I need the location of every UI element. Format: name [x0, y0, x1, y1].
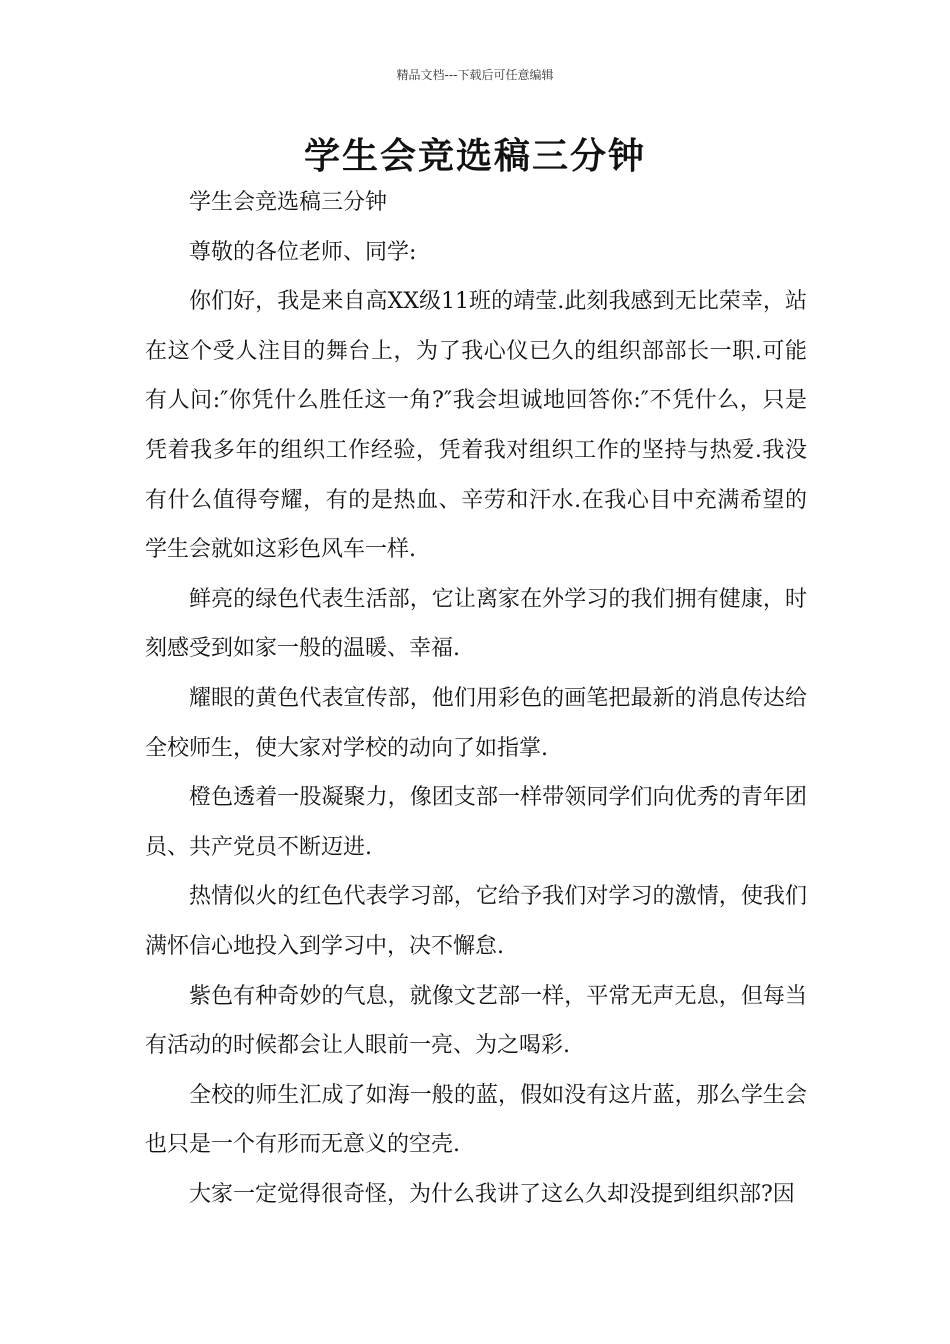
header-note: 精品文档---下载后可任意编辑	[396, 68, 554, 82]
paragraph-salutation: 尊敬的各位老师、同学:	[189, 239, 417, 265]
paragraph: 橙色透着一股凝聚力，像团支部一样带领同学们向优秀的青年团员、共产党员不断迈进.	[145, 785, 807, 860]
paragraph: 热情似火的红色代表学习部，它给予我们对学习的激情，使我们满怀信心地投入到学习中，决不懈怠.	[145, 884, 807, 959]
paragraph: 你们好，我是来自高XX级11班的靖莹.此刻我感到无比荣幸，站在这个受人注目的舞台上，为了我心仪已久的组织部部长一职.可能有人问:″你凭什么胜任这一角?″我会坦诚地回答你:″不凭什么，只是凭着我多年的组织工作经验，凭着我对组织工作的坚持与热爱.我没有什么值得夸耀，有的是热血、辛劳和汗水.在我心目中充满希望的学生会就如这彩色风车一样.	[145, 289, 807, 563]
paragraph: 紫色有种奇妙的气息，就像文艺部一样，平常无声无息，但每当有活动的时候都会让人眼前一亮、为之喝彩.	[145, 983, 807, 1059]
paragraph: 全校的师生汇成了如海一般的蓝，假如没有这片蓝，那么学生会也只是一个有形而无意义的空壳.	[145, 1082, 807, 1158]
paragraph-subtitle: 学生会竞选稿三分钟	[189, 190, 388, 215]
paragraph: 大家一定觉得很奇怪，为什么我讲了这么久却没提到组织部?因	[189, 1181, 795, 1207]
document-body	[145, 178, 807, 1219]
paragraph: 鲜亮的绿色代表生活部，它让离家在外学习的我们拥有健康，时刻感受到如家一般的温暖、幸福.	[145, 586, 807, 662]
paragraph: 耀眼的黄色代表宣传部，他们用彩色的画笔把最新的消息传达给全校师生，使大家对学校的动向了如指掌.	[145, 685, 807, 761]
document-title: 学生会竞选稿三分钟	[303, 136, 646, 177]
